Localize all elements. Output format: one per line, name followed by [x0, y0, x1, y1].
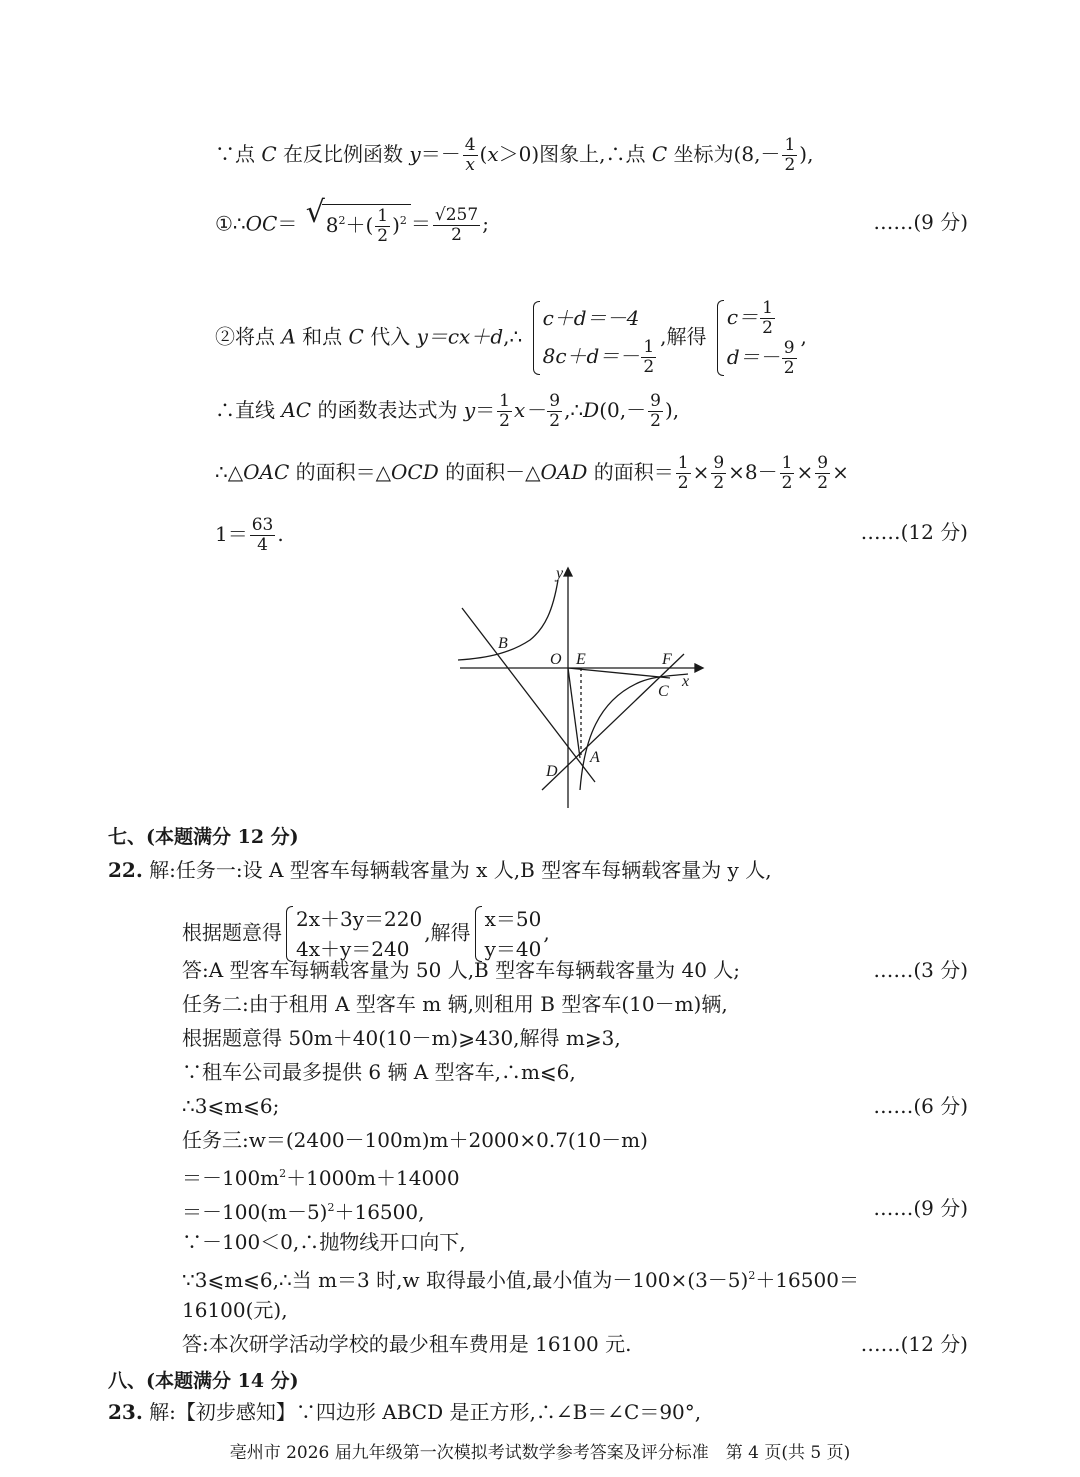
solution-line-1: ∵点 C 在反比例函数 y＝－ $\frac{4}{x}$ (x＞0)图象上,∴点 C 坐标为(8,－ $\frac{1}{2}$ ),: [215, 135, 814, 175]
section-heading-7: 七、(本题满分 12 分): [108, 826, 299, 848]
fraction: $\frac{1}{2}$: [784, 135, 796, 175]
solution-line-4: ∴直线 AC 的函数表达式为 y＝ $\frac{1}{2}$ x－ $\frac{9}{2}$ ,∴D(0,－ $\frac{9}{2}$ ),: [215, 391, 680, 431]
score-mark: ……(3 分): [873, 958, 968, 982]
score-mark: ……(9 分): [873, 1196, 968, 1220]
y-axis-arrow: [564, 568, 572, 576]
fraction: $\frac{9}{2}$: [713, 453, 725, 493]
x-axis-arrow: [695, 664, 703, 672]
solution-system: x＝50 y＝40: [473, 904, 542, 964]
score-mark: ……(9 分): [873, 210, 968, 234]
q22-line-3: 答:A 型客车每辆载客量为 50 人,B 型客车每辆载客量为 40 人;: [182, 958, 741, 982]
q22-line-6: ∵租车公司最多提供 6 辆 A 型客车,∴m⩽6,: [182, 1060, 576, 1084]
segment-OA: [568, 668, 580, 758]
solution-system: c＝ $\frac{1}{2}$ d＝－ $\frac{9}{2}$: [715, 298, 799, 378]
fraction: $\frac{4}{x}$: [464, 135, 476, 175]
fraction: $\frac{1}{2}$: [499, 391, 510, 431]
score-mark: ……(6 分): [873, 1094, 968, 1118]
fraction: $\frac{1}{2}$: [762, 298, 773, 338]
q22-line-5: 根据题意得 50m＋40(10－m)⩾430,解得 m⩾3,: [182, 1026, 621, 1050]
solution-line-6: 1＝ $\frac{63}{4}$ .: [215, 515, 284, 555]
label-F: F: [662, 651, 672, 668]
fraction: $\frac{63}{4}$: [251, 515, 274, 555]
label-C: C: [658, 683, 669, 700]
label-y: y: [556, 565, 564, 582]
segment-OC: [568, 668, 670, 678]
equation-system: c＋d＝－4 8c＋d＝－ $\frac{1}{2}$: [531, 299, 659, 377]
label-x: x: [682, 673, 690, 690]
q22-line-1: 22. 解:任务一:设 A 型客车每辆载客量为 x 人,B 型客车每辆载客量为 y 人,: [108, 858, 772, 882]
score-mark: ……(12 分): [860, 1332, 968, 1356]
label-A: A: [590, 749, 600, 766]
line-DCF: [542, 654, 684, 790]
label-D: D: [546, 763, 558, 780]
coordinate-graph-figure: [450, 560, 710, 810]
fraction: $\frac{9}{2}$: [783, 338, 795, 378]
q22-line-13: 16100(元),: [182, 1298, 288, 1322]
fraction: $\frac{9}{2}$: [817, 453, 829, 493]
q22-line-7: ∴3⩽m⩽6;: [182, 1094, 280, 1118]
section-heading-8: 八、(本题满分 14 分): [108, 1370, 299, 1392]
label-E: E: [576, 651, 586, 668]
q22-line-11: ∵－100＜0,∴抛物线开口向下,: [182, 1230, 466, 1254]
q22-line-10: $=-100(m-5)^2+16500$,: [182, 1200, 425, 1224]
q22-line-14: 答:本次研学活动学校的最少租车费用是 16100 元.: [182, 1332, 632, 1356]
hyperbola-branch-lower-right: [580, 674, 688, 790]
square-root: √ $8^2+$( $\frac{1}{2}$ )$^2$: [322, 204, 411, 246]
solution-line-5: ∴△OAC 的面积＝△OCD 的面积－△OAD 的面积＝ $\frac{1}{2}$ × $\frac{9}{2}$ ×8－ $\frac{1}{2}$ × $\frac{9}{2}$ ×: [215, 453, 849, 493]
label-O: O: [550, 651, 562, 668]
q22-line-8: 任务三:w＝(2400－100m)m＋2000×0.7(10－m): [182, 1128, 648, 1152]
q22-line-2: 根据题意得 2x＋3y＝220 4x＋y＝240 ,解得 x＝50 y＝40 ,: [182, 904, 550, 964]
solution-line-2: ①∴OC＝ √ $8^2+$( $\frac{1}{2}$ )$^2$ ＝ $\frac{√257}{2}$ ;: [215, 204, 489, 246]
solution-line-3: ②将点 A 和点 C 代入 y＝cx＋d,∴ c＋d＝－4 8c＋d＝－ $\frac{1}{2}$ ,解得 c＝ $\frac{1}{2}$ d＝－ $\frac{9}{2}$ ,: [215, 298, 807, 378]
q22-line-4: 任务二:由于租用 A 型客车 m 辆,则租用 B 型客车(10－m)辆,: [182, 992, 728, 1016]
q22-line-12: ∵3⩽m⩽6,∴当 m＝3 时,w 取得最小值,最小值为$-100\times(3-5)^2+16500=$: [182, 1268, 859, 1292]
equation-system: 2x＋3y＝220 4x＋y＝240: [284, 904, 422, 964]
fraction: $\frac{1}{2}$: [781, 453, 793, 493]
q22-line-9: $=-100m^2+1000m+14000$: [182, 1166, 460, 1190]
q23-line-1: 23. 解:【初步感知】∵四边形 ABCD 是正方形,∴∠B＝∠C＝90°,: [108, 1400, 702, 1424]
score-mark: ……(12 分): [860, 520, 968, 544]
fraction: $\frac{√257}{2}$: [434, 204, 479, 245]
label-B: B: [498, 635, 508, 652]
line-BA: [462, 608, 595, 782]
fraction: $\frac{9}{2}$: [549, 391, 561, 431]
fraction: $\frac{1}{2}$: [643, 337, 655, 377]
fraction: $\frac{1}{2}$: [677, 453, 689, 493]
fraction: $\frac{1}{2}$: [377, 206, 389, 246]
fraction: $\frac{9}{2}$: [650, 391, 661, 431]
hyperbola-branch-upper-left: [458, 580, 558, 660]
page-footer: 亳州市 2026 届九年级第一次模拟考试数学参考答案及评分标准 第 4 页(共 5 页): [229, 1443, 851, 1463]
